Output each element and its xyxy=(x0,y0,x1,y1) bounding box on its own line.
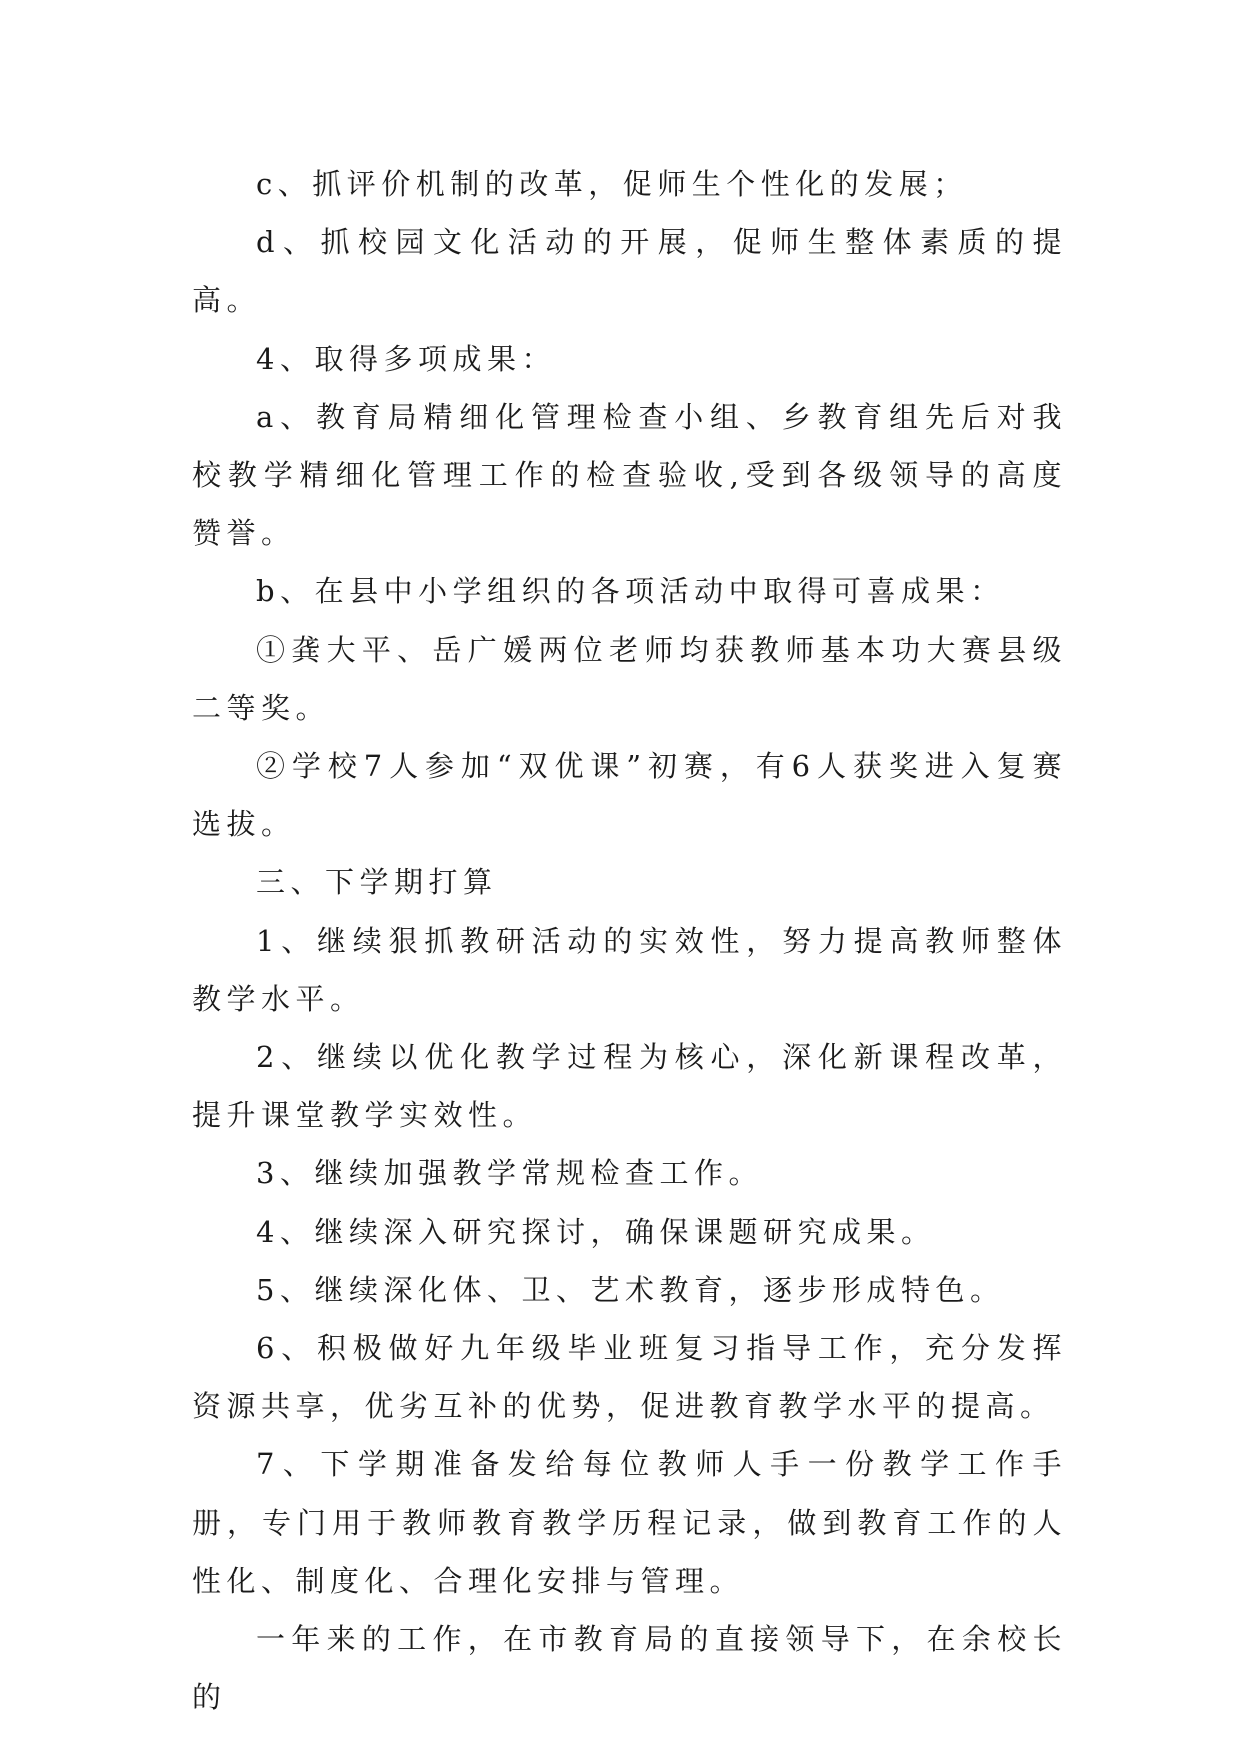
paragraph-award-1: ①龚大平、岳广媛两位老师均获教师基本功大赛县级二等奖。 xyxy=(192,632,1067,725)
section-heading-next-term: 三、下学期打算 xyxy=(256,865,498,900)
plan-item-4: 4、继续深入研究探讨，确保课题研究成果。 xyxy=(256,1214,936,1249)
plan-item-6: 6、积极做好九年级毕业班复习指导工作，充分发挥资源共享，优劣互补的优势，促进教育教学水平的提高。 xyxy=(192,1331,1067,1424)
paragraph-closing: 一年来的工作，在市教育局的直接领导下，在余校长的 xyxy=(192,1622,1067,1715)
paragraph-award-2: ②学校7人参加“双优课”初赛，有6人获奖进入复赛选拔。 xyxy=(192,749,1067,842)
paragraph-c-evaluation-reform: c、抓评价机制的改革，促师生个性化的发展； xyxy=(256,167,968,201)
plan-item-3: 3、继续加强教学常规检查工作。 xyxy=(256,1156,763,1191)
document-page xyxy=(192,155,1067,1726)
paragraph-b-county-activities: b、在县中小学组织的各项活动中取得可喜成果： xyxy=(256,574,1005,609)
plan-item-5: 5、继续深化体、卫、艺术教育，逐步形成特色。 xyxy=(256,1272,1005,1307)
plan-item-7: 7、下学期准备发给每位教师人手一份教学工作手册，专门用于教师教育教学历程记录，做到教育工作的人性化、制度化、合理化安排与管理。 xyxy=(192,1447,1067,1598)
paragraph-4-achievements: 4、取得多项成果： xyxy=(256,341,556,376)
plan-item-2: 2、继续以优化教学过程为核心，深化新课程改革，提升课堂教学实效性。 xyxy=(192,1040,1067,1133)
paragraph-a-inspection: a、教育局精细化管理检查小组、乡教育组先后对我校教学精细化管理工作的检查验收,受到各级领导的高度赞誉。 xyxy=(192,399,1067,551)
plan-item-1: 1、继续狠抓教研活动的实效性，努力提高教师整体教学水平。 xyxy=(192,923,1067,1016)
paragraph-d-campus-culture: d、抓校园文化活动的开展，促师生整体素质的提高。 xyxy=(192,225,1067,318)
